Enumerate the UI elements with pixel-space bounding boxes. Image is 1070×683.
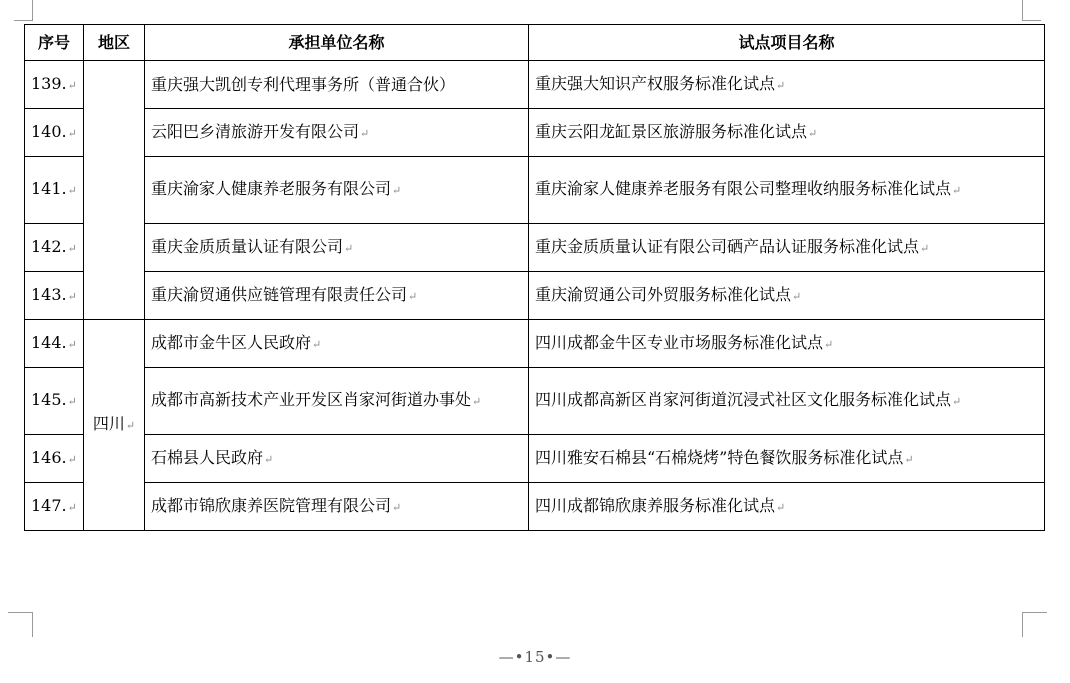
header-project: 试点项目名称 <box>529 25 1045 61</box>
header-seq: 序号 <box>25 25 84 61</box>
page-number: —•15•— <box>498 648 572 666</box>
table-row <box>25 109 1045 157</box>
header-region: 地区 <box>84 25 145 61</box>
seq-cell: 147.↵ <box>25 483 84 531</box>
table-row <box>25 61 1045 109</box>
crop-mark-bottom-right <box>1022 612 1047 637</box>
project-cell: 四川成都锦欣康养服务标准化试点↵ <box>529 483 1045 531</box>
project-cell: 四川成都高新区肖家河街道沉浸式社区文化服务标准化试点↵ <box>529 368 1045 435</box>
project-cell: 重庆云阳龙缸景区旅游服务标准化试点↵ <box>529 109 1045 157</box>
seq-cell: 146.↵ <box>25 435 84 483</box>
unit-cell: 云阳巴乡清旅游开发有限公司↵ <box>145 109 529 157</box>
unit-cell: 成都市锦欣康养医院管理有限公司↵ <box>145 483 529 531</box>
unit-cell: 重庆渝家人健康养老服务有限公司↵ <box>145 157 529 224</box>
table-row <box>25 320 1045 368</box>
unit-cell: 重庆强大凯创专利代理事务所（普通合伙） <box>145 61 529 109</box>
seq-cell: 139.↵ <box>25 61 84 109</box>
seq-cell: 140.↵ <box>25 109 84 157</box>
crop-mark-bottom-left <box>8 612 33 637</box>
seq-cell: 143.↵ <box>25 272 84 320</box>
table-row <box>25 435 1045 483</box>
pilot-project-table <box>24 24 1045 531</box>
project-cell: 四川雅安石棉县“石棉烧烤”特色餐饮服务标准化试点↵ <box>529 435 1045 483</box>
crop-mark-top-left <box>14 0 33 21</box>
unit-cell: 成都市金牛区人民政府↵ <box>145 320 529 368</box>
region-cell-chongqing <box>84 61 145 320</box>
project-cell: 重庆金质质量认证有限公司硒产品认证服务标准化试点↵ <box>529 224 1045 272</box>
project-cell: 四川成都金牛区专业市场服务标准化试点↵ <box>529 320 1045 368</box>
table-row <box>25 368 1045 435</box>
table-row <box>25 157 1045 224</box>
project-cell: 重庆强大知识产权服务标准化试点↵ <box>529 61 1045 109</box>
seq-cell: 144.↵ <box>25 320 84 368</box>
table-header-row <box>25 25 1045 61</box>
header-unit: 承担单位名称 <box>145 25 529 61</box>
unit-cell: 重庆渝贸通供应链管理有限责任公司↵ <box>145 272 529 320</box>
table-row <box>25 224 1045 272</box>
table-row <box>25 272 1045 320</box>
unit-cell: 成都市高新技术产业开发区肖家河街道办事处↵ <box>145 368 529 435</box>
seq-cell: 141.↵ <box>25 157 84 224</box>
project-cell: 重庆渝家人健康养老服务有限公司整理收纳服务标准化试点↵ <box>529 157 1045 224</box>
project-cell: 重庆渝贸通公司外贸服务标准化试点↵ <box>529 272 1045 320</box>
unit-cell: 重庆金质质量认证有限公司↵ <box>145 224 529 272</box>
seq-cell: 142.↵ <box>25 224 84 272</box>
region-cell-sichuan: 四川↵ <box>84 320 145 531</box>
seq-cell: 145.↵ <box>25 368 84 435</box>
crop-mark-top-right <box>1022 0 1041 21</box>
unit-cell: 石棉县人民政府↵ <box>145 435 529 483</box>
table-row <box>25 483 1045 531</box>
